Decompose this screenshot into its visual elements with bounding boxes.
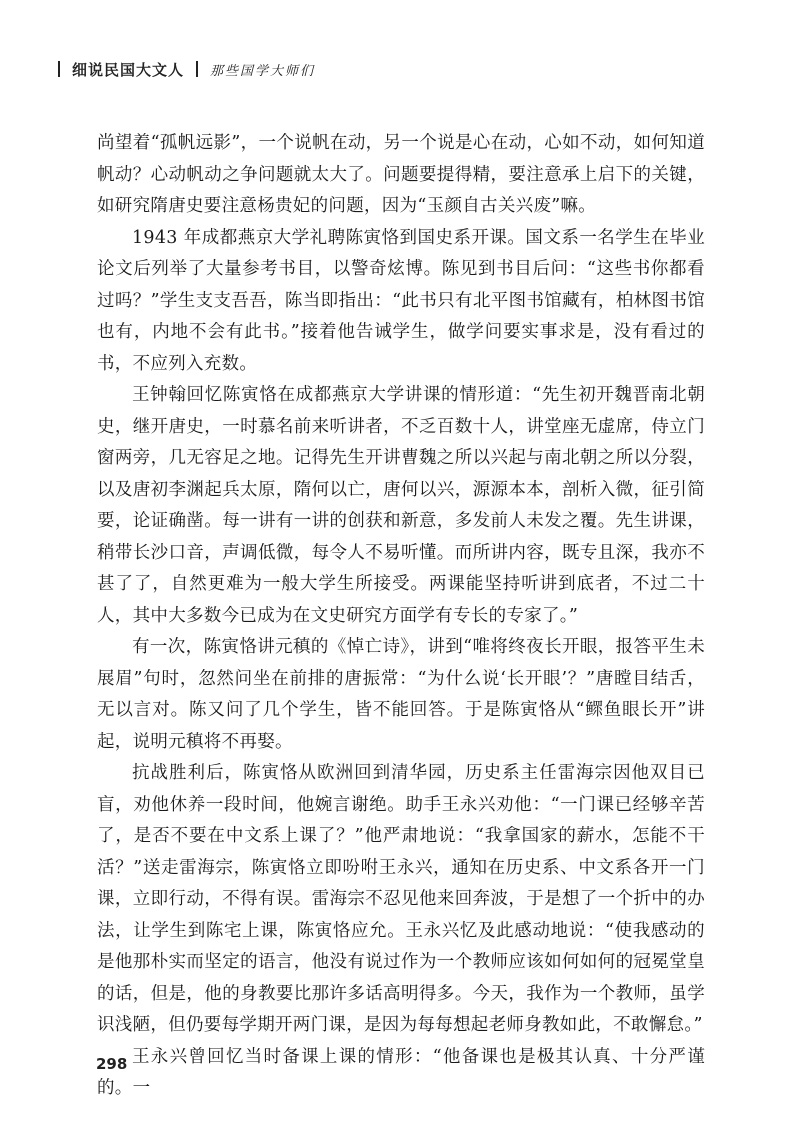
paragraph: 抗战胜利后，陈寅恪从欧洲回到清华园，历史系主任雷海宗因他双目已盲，劝他休养一段时间，他婉言谢绝。助手王永兴劝他：“一门课已经够辛苦了，是否不要在中文系上课了？”他严肃地说：“我拿国家的薪水，怎能不干活？”送走雷海宗，陈寅恪立即吩咐王永兴，通知在历史系、中文系各开一门课，立即行动，不得有误。雷海宗不忍见他来回奔波，于是想了一个折中的办法，让学生到陈宅上课，陈寅恪应允。王永兴忆及此感动地说：“使我感动的是他那朴实而坚定的语言，他没有说过作为一个教师应该如何如何的冠冕堂皇的话，但是，他的身教要比那许多话高明得多。今天，我作为一个教师，虽学识浅陋，但仍要每学期开两门课，是因为每每想起老师身教如此，不敢懈怠。” [97, 763, 705, 1035]
paragraph: 有一次，陈寅恪讲元稹的《悼亡诗》，讲到“唯将终夜长开眼，报答平生未展眉”句时，忽然问坐在前排的唐振常：“为什么说‘长开眼’？”唐瞠目结舌，无以言对。陈又问了几个学生，皆不能回答。于是陈寅恪从“鳏鱼眼长开”讲起，说明元稹将不再娶。 [97, 637, 705, 752]
paragraph: 尚望着“孤帆远影”，一个说帆在动，另一个说是心在动，心如不动，如何知道帆动？心动帆动之争问题就太大了。问题要提得精，要注意承上启下的关键，如研究隋唐史要注意杨贵妃的问题，因为“玉颜自古关兴废”嘛。 [97, 133, 705, 216]
running-header [58, 58, 315, 80]
paragraph: 1943 年成都燕京大学礼聘陈寅恪到国史系开课。国文系一名学生在毕业论文后列举了大量参考书目，以警奇炫博。陈见到书目后问：“这些书你都看过吗？”学生支支吾吾，陈当即指出：“此书只有北平图书馆藏有，柏林图书馆也有，内地不会有此书。”接着他告诫学生，做学问要实事求是，没有看过的书，不应列入充数。 [97, 227, 705, 374]
header-bar-divider [58, 61, 60, 77]
paragraph: 王永兴曾回忆当时备课上课的情形：“他备课也是极其认真、十分严谨的。一 [97, 1046, 705, 1098]
paragraph: 王钟翰回忆陈寅恪在成都燕京大学讲课的情形道：“先生初开魏晋南北朝史，继开唐史，一时慕名前来听讲者，不乏百数十人，讲堂座无虚席，侍立门窗两旁，几无容足之地。记得先生开讲曹魏之所以兴起与南北朝之所以分裂，以及唐初李渊起兵太原，隋何以亡，唐何以兴，源源本本，剖析入微，征引简要，论证确凿。每一讲有一讲的创获和新意，多发前人未发之覆。先生讲课，稍带长沙口音，声调低微，每令人不易听懂。而所讲内容，既专且深，我亦不甚了了，自然更难为一般大学生所接受。两课能坚持听讲到底者，不过二十人，其中大多数今已成为在文史研究方面学有专长的专家了。” [97, 385, 705, 626]
chapter-title: 那些国学大师们 [210, 63, 316, 79]
page-number: 298 [96, 1055, 128, 1073]
book-title: 细说民国大文人 [72, 60, 185, 79]
header-separator [196, 61, 198, 77]
body-text [97, 128, 705, 1105]
